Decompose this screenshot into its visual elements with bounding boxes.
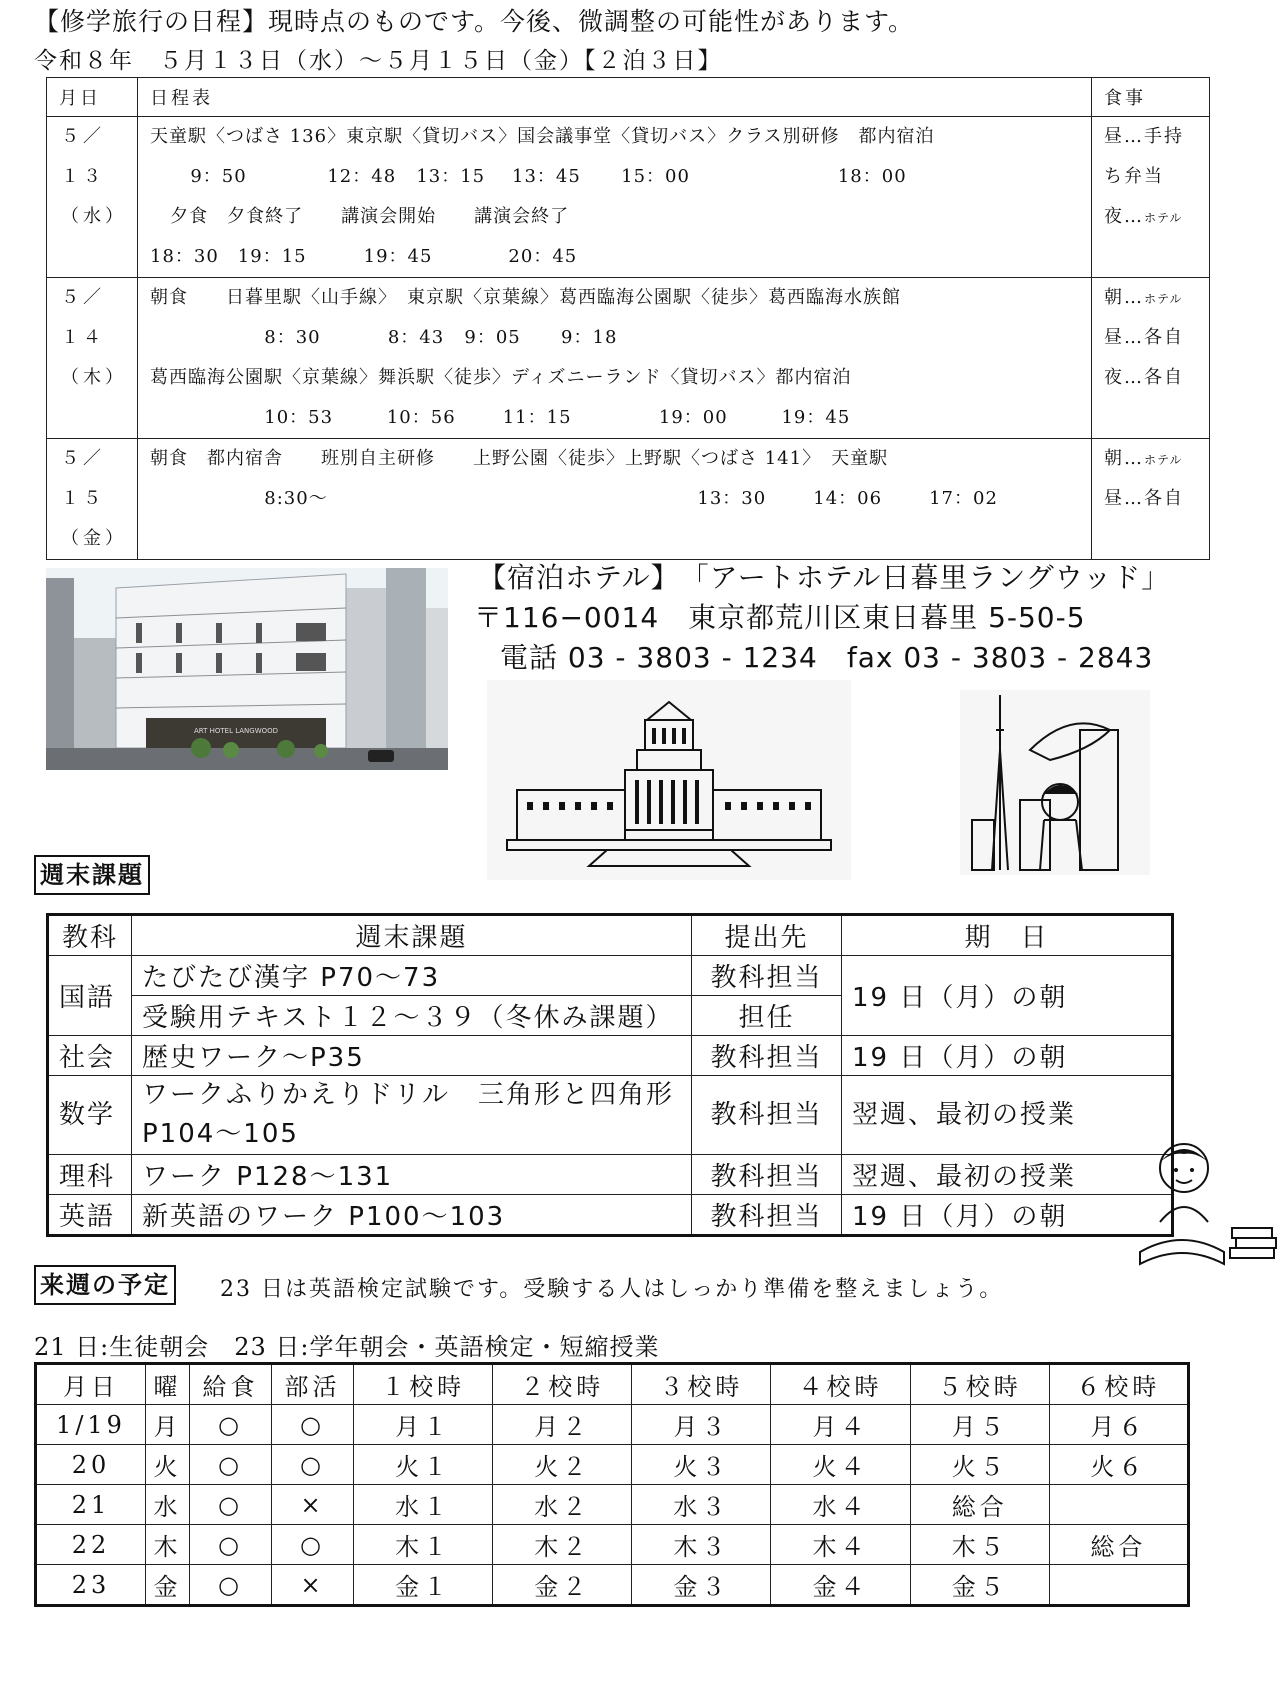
- homework-task: 歴史ワーク～P35: [132, 1036, 692, 1076]
- timetable-cell: 木５: [910, 1525, 1049, 1565]
- trip-dates: 令和８年 ５月１３日（水）～５月１５日（金）【２泊３日】: [34, 48, 723, 74]
- meal-line: 夜…ホテル: [1104, 206, 1183, 227]
- student-reading-illustration: [1126, 1132, 1280, 1270]
- timetable-cell: 水３: [632, 1485, 771, 1525]
- date-line: １４: [61, 327, 105, 348]
- timetable-cell: 火２: [493, 1445, 632, 1485]
- itinerary-date-cell: [47, 439, 138, 560]
- meal-line: 朝…ホテル: [1104, 448, 1183, 469]
- next-week-events: 21 日:生徒朝会 23 日:学年朝会・英語検定・短縮授業: [34, 1333, 660, 1361]
- hotel-address: 〒116−0014 東京都荒川区東日暮里 5-50-5: [474, 601, 1086, 634]
- timetable-cell: ○: [272, 1525, 354, 1565]
- date-line: ５／: [61, 126, 105, 147]
- schedule-line: 9：50 12：48 13：15 13：45 15：00 18：00: [150, 166, 907, 187]
- homework-header-due: 期 日: [842, 915, 1173, 956]
- homework-task: ワーク P128～131: [132, 1155, 692, 1195]
- itinerary-header-date: 月日: [47, 78, 138, 117]
- homework-subject: 英語: [48, 1195, 132, 1236]
- schedule-line: 葛西臨海公園駅〈京葉線〉舞浜駅〈徒歩〉ディズニーランド〈貸切バス〉都内宿泊: [150, 367, 852, 388]
- homework-submit: 担任: [692, 996, 842, 1036]
- homework-task-pages: P104～105: [142, 1119, 299, 1149]
- itinerary-table: [46, 77, 1210, 560]
- meal-line: 昼…各自: [1104, 327, 1184, 348]
- hotel-phone: 電話 03 - 3803 - 1234 fax 03 - 3803 - 2843: [500, 641, 1154, 674]
- timetable-cell: ○: [190, 1565, 272, 1606]
- timetable-cell: 木４: [771, 1525, 910, 1565]
- homework-header-row: [48, 915, 1173, 956]
- homework-header-task: 週末課題: [132, 915, 692, 956]
- timetable-cell: 月６: [1049, 1405, 1188, 1445]
- itinerary-date-cell: [47, 117, 138, 278]
- timetable-cell: ×: [272, 1485, 354, 1525]
- timetable-cell: 金２: [493, 1565, 632, 1606]
- timetable-header-row: [36, 1364, 1189, 1405]
- meal-line: ち弁当: [1104, 166, 1164, 187]
- timetable-cell: ○: [190, 1485, 272, 1525]
- timetable-cell: 火: [146, 1445, 190, 1485]
- meal-line: 朝…ホテル: [1104, 287, 1183, 308]
- timetable-cell: 23: [36, 1565, 146, 1606]
- itinerary-header-schedule: 日程表: [138, 78, 1092, 117]
- timetable-cell: 火６: [1049, 1445, 1188, 1485]
- homework-due: 19 日（月）の朝: [842, 1195, 1173, 1236]
- itinerary-schedule-cell: [138, 117, 1092, 278]
- itinerary-header-row: [47, 78, 1210, 117]
- homework-row: [48, 1036, 1173, 1076]
- timetable-cell: 月５: [910, 1405, 1049, 1445]
- date-line: １５: [61, 488, 105, 509]
- homework-due: 19 日（月）の朝: [842, 956, 1173, 1036]
- homework-due: 翌週、最初の授業: [842, 1076, 1173, 1155]
- homework-row: [48, 1155, 1173, 1195]
- timetable-cell: 木３: [632, 1525, 771, 1565]
- timetable-cell: ○: [190, 1525, 272, 1565]
- timetable-header-cell: ２校時: [493, 1364, 632, 1405]
- timetable-cell: [1049, 1485, 1188, 1525]
- date-line: （水）: [61, 206, 127, 227]
- english-test-note: 23 日は英語検定試験です。受験する人はしっかり準備を整えましょう。: [220, 1277, 1004, 1302]
- timetable-header-cell: ５校時: [910, 1364, 1049, 1405]
- timetable-cell: 総合: [1049, 1525, 1188, 1565]
- homework-task-cell: [132, 1076, 692, 1155]
- timetable-header-cell: 給食: [190, 1364, 272, 1405]
- meal-line: 昼…手持: [1104, 126, 1184, 147]
- timetable-cell: 22: [36, 1525, 146, 1565]
- timetable-cell: 1/19: [36, 1405, 146, 1445]
- homework-submit: 教科担当: [692, 1076, 842, 1155]
- timetable-cell: 月１: [354, 1405, 493, 1445]
- schedule-line: 朝食 日暮里駅〈山手線〉 東京駅〈京葉線〉葛西臨海公園駅〈徒歩〉葛西臨海水族館: [150, 287, 901, 308]
- date-line: （金）: [61, 528, 127, 549]
- homework-row: [48, 1076, 1173, 1155]
- schedule-line: 8:30～ 13：30 14：06 17：02: [150, 488, 998, 509]
- homework-task: 受験用テキスト１２～３９（冬休み課題）: [132, 996, 692, 1036]
- schedule-line: 夕食 夕食終了 講演会開始 講演会終了: [150, 206, 570, 227]
- itinerary-schedule-cell: [138, 278, 1092, 439]
- timetable-header-cell: 曜: [146, 1364, 190, 1405]
- timetable-cell: 金３: [632, 1565, 771, 1606]
- schedule-line: 18：30 19：15 19：45 20：45: [150, 246, 578, 267]
- timetable-cell: 月: [146, 1405, 190, 1445]
- timetable-cell: 金１: [354, 1565, 493, 1606]
- homework-submit: 教科担当: [692, 956, 842, 996]
- homework-subject: 理科: [48, 1155, 132, 1195]
- homework-subject: 社会: [48, 1036, 132, 1076]
- timetable-cell: [1049, 1565, 1188, 1606]
- homework-submit: 教科担当: [692, 1155, 842, 1195]
- homework-header-subject: 教科: [48, 915, 132, 956]
- timetable-cell: 火４: [771, 1445, 910, 1485]
- timetable-cell: 月２: [493, 1405, 632, 1445]
- timetable-header-cell: ３校時: [632, 1364, 771, 1405]
- timetable-cell: ○: [272, 1405, 354, 1445]
- date-line: １３: [61, 166, 105, 187]
- date-line: ５／: [61, 287, 105, 308]
- timetable-cell: 火５: [910, 1445, 1049, 1485]
- hotel-sign-text: ART HOTEL LANGWOOD: [193, 727, 279, 735]
- timetable-cell: 20: [36, 1445, 146, 1485]
- timetable-cell: 水４: [771, 1485, 910, 1525]
- timetable-cell: 木: [146, 1525, 190, 1565]
- homework-row: [48, 1195, 1173, 1236]
- hotel-photo: [46, 568, 448, 770]
- schedule-line: 朝食 都内宿舎 班別自主研修 上野公園〈徒歩〉上野駅〈つばさ 141〉 天童駅: [150, 448, 889, 469]
- homework-submit: 教科担当: [692, 1036, 842, 1076]
- timetable-cell: ○: [272, 1445, 354, 1485]
- weekend-homework-label: 週末課題: [34, 855, 150, 895]
- meal-line: 昼…各自: [1104, 488, 1184, 509]
- hotel-label: 【宿泊ホテル】 「アートホテル日暮里ラングウッド」: [478, 561, 1171, 594]
- homework-subject: 国語: [48, 956, 132, 1036]
- timetable-cell: 金: [146, 1565, 190, 1606]
- itinerary-date-cell: [47, 278, 138, 439]
- homework-submit: 教科担当: [692, 1195, 842, 1236]
- homework-due: 19 日（月）の朝: [842, 1036, 1173, 1076]
- timetable-header-cell: 月日: [36, 1364, 146, 1405]
- schedule-line: [138, 519, 1091, 559]
- timetable-cell: 月４: [771, 1405, 910, 1445]
- timetable-cell: ○: [190, 1445, 272, 1485]
- homework-due: 翌週、最初の授業: [842, 1155, 1173, 1195]
- timetable-cell: 水１: [354, 1485, 493, 1525]
- homework-task: 新英語のワーク P100～103: [132, 1195, 692, 1236]
- timetable-cell: ×: [272, 1565, 354, 1606]
- timetable-cell: 木１: [354, 1525, 493, 1565]
- homework-task: たびたび漢字 P70～73: [132, 956, 692, 996]
- timetable-cell: 水２: [493, 1485, 632, 1525]
- itinerary-day-row: [47, 117, 1210, 278]
- timetable-cell: 総合: [910, 1485, 1049, 1525]
- timetable-header-cell: 部活: [272, 1364, 354, 1405]
- meal-line: 夜…各自: [1104, 367, 1184, 388]
- itinerary-meal-cell: [1092, 278, 1210, 439]
- timetable-cell: 水: [146, 1485, 190, 1525]
- weekly-timetable: [34, 1362, 1190, 1607]
- schedule-line: 10：53 10：56 11：15 19：00 19：45: [150, 407, 851, 428]
- timetable-header-cell: ４校時: [771, 1364, 910, 1405]
- itinerary-meal-cell: [1092, 117, 1210, 278]
- timetable-row: [36, 1445, 1189, 1485]
- timetable-header-cell: ６校時: [1049, 1364, 1188, 1405]
- date-line: （木）: [61, 367, 127, 388]
- itinerary-schedule-cell: [138, 439, 1092, 560]
- timetable-cell: 金４: [771, 1565, 910, 1606]
- timetable-cell: 21: [36, 1485, 146, 1525]
- timetable-cell: 金５: [910, 1565, 1049, 1606]
- timetable-header-cell: １校時: [354, 1364, 493, 1405]
- homework-task: ワークふりかえりドリル 三角形と四角形: [142, 1080, 675, 1110]
- schedule-line: 8：30 8：43 9：05 9：18: [150, 327, 618, 348]
- timetable-cell: 月３: [632, 1405, 771, 1445]
- next-week-label: 来週の予定: [34, 1265, 176, 1305]
- timetable-row: [36, 1405, 1189, 1445]
- weekend-homework-table: [46, 913, 1174, 1237]
- date-line: ５／: [61, 448, 105, 469]
- schedule-line: 天童駅〈つばさ 136〉東京駅〈貸切バス〉国会議事堂〈貸切バス〉クラス別研修 都内宿泊: [150, 126, 935, 147]
- timetable-cell: 木２: [493, 1525, 632, 1565]
- itinerary-day-row: [47, 278, 1210, 439]
- itinerary-meal-cell: [1092, 439, 1210, 560]
- timetable-row: [36, 1565, 1189, 1606]
- timetable-row: [36, 1525, 1189, 1565]
- timetable-cell: 火１: [354, 1445, 493, 1485]
- tower-sightseeing-illustration: [960, 690, 1150, 875]
- timetable-cell: ○: [190, 1405, 272, 1445]
- homework-header-submit: 提出先: [692, 915, 842, 956]
- homework-row: [48, 956, 1173, 996]
- timetable-row: [36, 1485, 1189, 1525]
- homework-subject: 数学: [48, 1076, 132, 1155]
- diet-building-illustration: [487, 680, 851, 880]
- trip-schedule-title: 【修学旅行の日程】現時点のものです。今後、微調整の可能性があります。: [34, 7, 915, 36]
- itinerary-header-meal: 食事: [1092, 78, 1210, 117]
- itinerary-day-row: [47, 439, 1210, 560]
- timetable-cell: 火３: [632, 1445, 771, 1485]
